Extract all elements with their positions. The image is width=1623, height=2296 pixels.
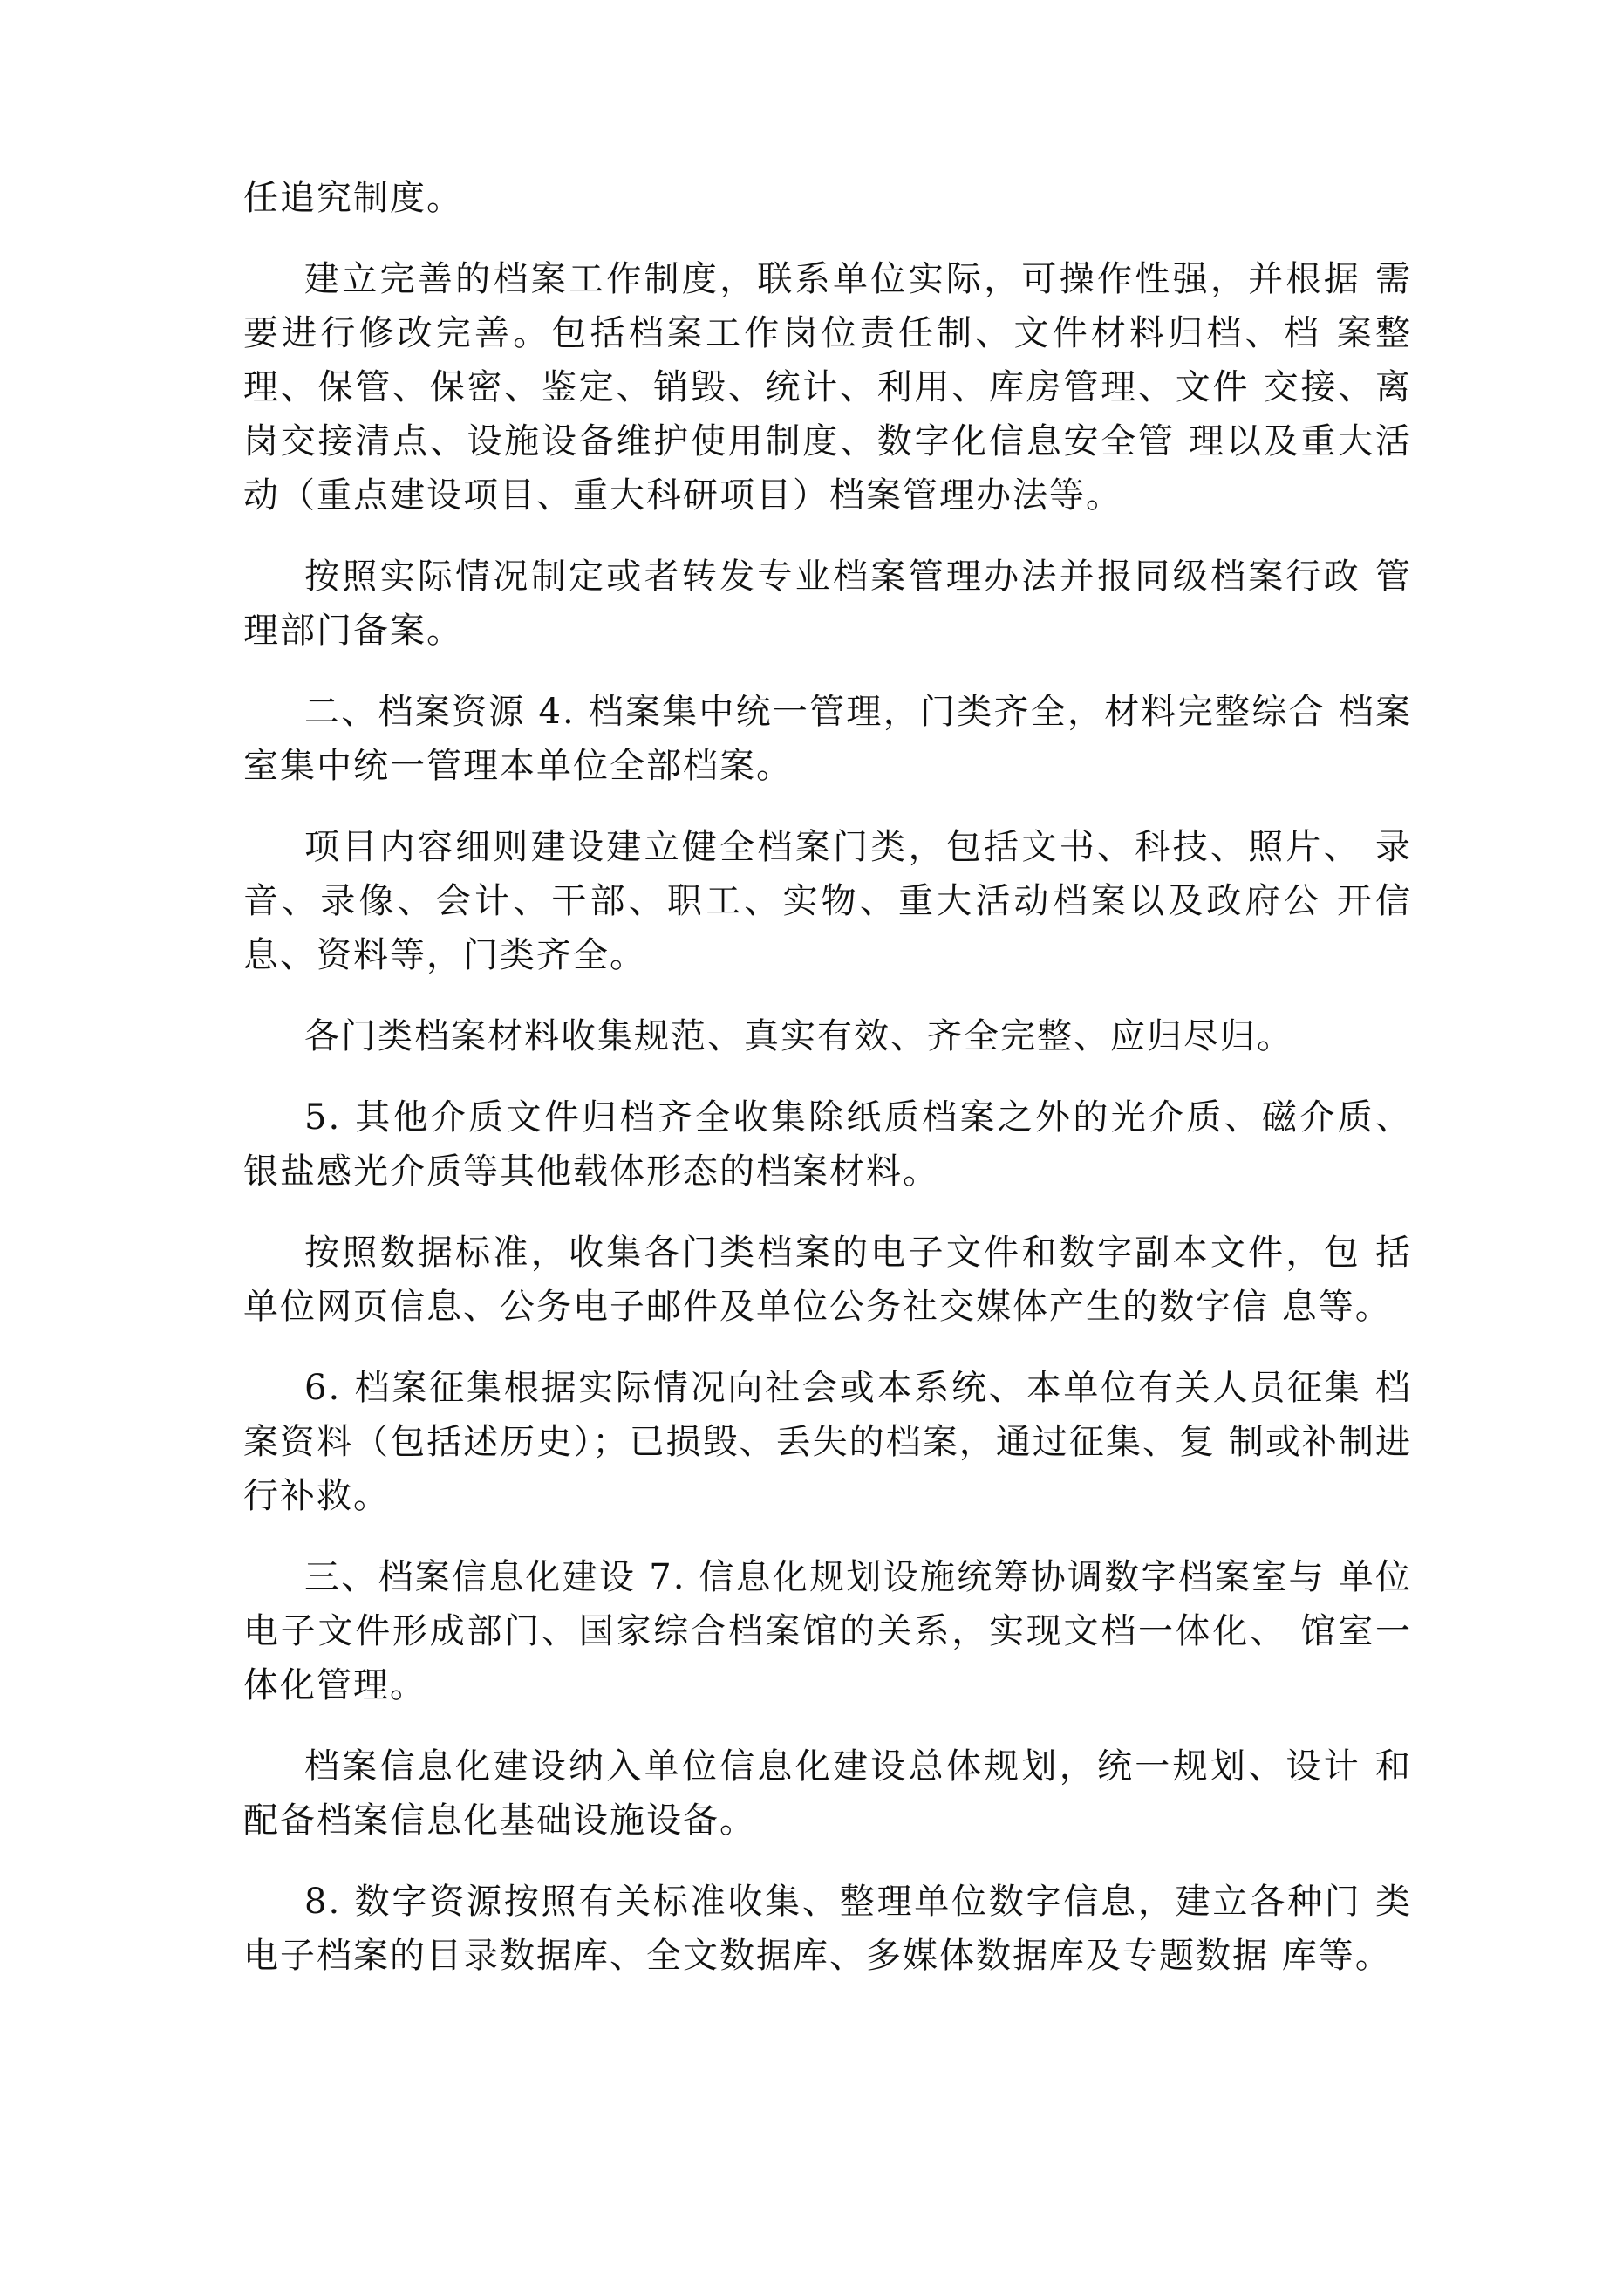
paragraph-9: 6. 档案征集根据实际情况向社会或本系统、本单位有关人员征集 档案资料（包括述历史）；已损毁、丢失的档案，通过征集、复 制或补制进行补救。 [243,1368,1412,1516]
paragraph-5: 项目内容细则建设建立健全档案门类，包括文书、科技、照片、 录音、录像、会计、干部、职工、实物、重大活动档案以及政府公 开信息、资料等，门类齐全。 [243,827,1412,975]
paragraph-1: 任追究制度。 [243,178,463,218]
paragraph-3: 按照实际情况制定或者转发专业档案管理办法并报同级档案行政 管理部门备案。 [243,557,1412,651]
paragraph-6: 各门类档案材料收集规范、真实有效、齐全完整、应归尽归。 [304,1016,1293,1056]
document-body [243,171,1412,2010]
paragraph-7: 5. 其他介质文件归档齐全收集除纸质档案之外的光介质、磁介质、 银盐感光介质等其他载体形态的档案材料。 [243,1097,1412,1192]
paragraph-12: 8. 数字资源按照有关标准收集、整理单位数字信息，建立各种门 类电子档案的目录数据库、全文数据库、多媒体数据库及专题数据 库等。 [243,1882,1412,1976]
paragraph-2: 建立完善的档案工作制度，联系单位实际，可操作性强，并根据 需要进行修改完善。包括档案工作岗位责任制、文件材料归档、档 案整理、保管、保密、鉴定、销毁、统计、利用、库房管理、文件 交接、离岗交接清点、设施设备维护使用制度、数字化信息安全管 理以及重大活动（重点建设项目、重大科研项目）档案管理办法等。 [243,259,1412,516]
paragraph-11: 档案信息化建设纳入单位信息化建设总体规划，统一规划、设计 和配备档案信息化基础设施设备。 [243,1746,1412,1841]
paragraph-4: 二、档案资源 4. 档案集中统一管理，门类齐全，材料完整综合 档案室集中统一管理本单位全部档案。 [243,692,1412,786]
paragraph-8: 按照数据标准，收集各门类档案的电子文件和数字副本文件，包 括单位网页信息、公务电子邮件及单位公务社交媒体产生的数字信 息等。 [243,1233,1412,1327]
paragraph-10: 三、档案信息化建设 7. 信息化规划设施统筹协调数字档案室与 单位电子文件形成部门、国家综合档案馆的关系，实现文档一体化、 馆室一体化管理。 [243,1557,1412,1705]
